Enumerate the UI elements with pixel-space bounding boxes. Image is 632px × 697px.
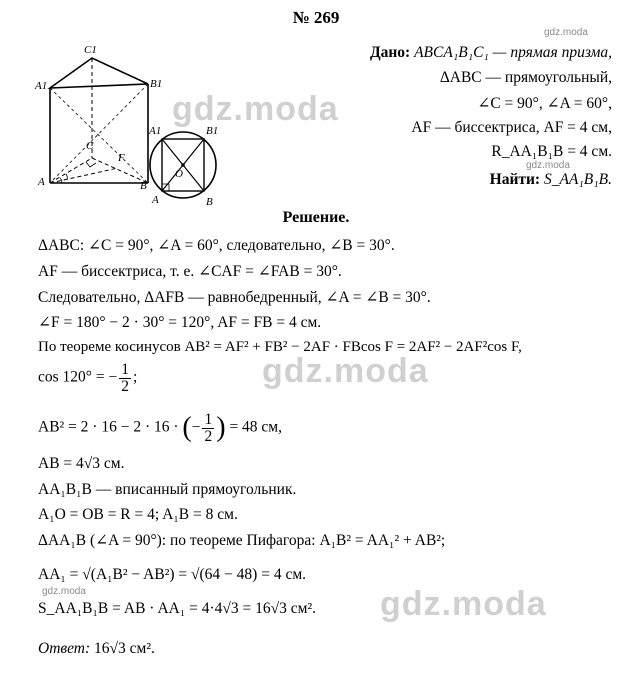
problem-number: № 269 <box>292 8 340 27</box>
solution-line-5: По теореме косинусов AB² = AF² + FB² − 2AF · FBcos F = 2AF² − 2AF²cos F, <box>38 339 522 355</box>
fraction-denominator: 2 <box>204 427 213 445</box>
solution-line-6 <box>38 362 137 394</box>
ab-sq-rhs: = 48 см, <box>229 418 282 436</box>
minus-sign: − <box>191 418 201 436</box>
fraction-numerator: 1 <box>121 361 129 378</box>
find-text: S_AA₁B₁B. <box>543 171 612 188</box>
solution-line-10: A₁O = OB = R = 4; A₁B = 8 см. <box>38 506 238 523</box>
circle-label-a: A <box>152 194 159 206</box>
label-c1: C1 <box>84 44 97 56</box>
fraction-denominator: 2 <box>121 377 129 395</box>
label-a: A <box>38 176 45 188</box>
circle-label-b: B <box>206 196 213 208</box>
watermark-small: gdz.moda <box>544 27 588 38</box>
circle-label-a1: A1 <box>149 125 162 137</box>
circle-label-o: O <box>175 168 183 180</box>
label-f: F <box>118 152 125 164</box>
solution-line-11: ΔAA₁B (∠A = 90°): по теореме Пифагора: A₁B² = AA₁² + AB²; <box>38 532 446 549</box>
cos-lhs: cos 120° = − <box>38 368 118 386</box>
label-c: C <box>86 140 94 152</box>
watermark-small: gdz.moda <box>526 160 570 171</box>
given-line-5: R_AA₁B₁B = 4 см. <box>491 143 612 160</box>
solution-line-9: AA₁B₁B — вписанный прямоугольник. <box>38 481 297 498</box>
solution-line-12: AA₁ = √(A₁B² − AB²) = √(64 − 48) = 4 см. <box>38 566 307 583</box>
given-line-2: ΔABC — прямоугольный, <box>439 69 612 86</box>
find-label: Найти: <box>489 171 541 188</box>
answer-line <box>38 640 155 658</box>
given-line-1 <box>370 44 612 62</box>
solution-line-1: ΔABC: ∠C = 90°, ∠A = 60°, следовательно, ∠B = 30°. <box>38 237 395 254</box>
label-b1: B1 <box>150 78 163 90</box>
given-line-3: ∠C = 90°, ∠A = 60°, <box>477 95 612 112</box>
solution-line-2: AF — биссектриса, т. е. ∠CAF = ∠FAB = 30°. <box>38 263 342 280</box>
answer-label: Ответ: <box>38 640 91 657</box>
watermark-big: gdz.moda <box>380 585 547 623</box>
given-label: Дано: <box>369 44 411 61</box>
answer-value: 16√3 см². <box>94 640 155 657</box>
fraction <box>202 412 214 444</box>
solution-line-13: S_AA₁B₁B = AB · AA₁ = 4·4√3 = 16√3 см². <box>38 600 317 617</box>
solution-heading: Решение. <box>282 209 350 226</box>
watermark-small: gdz.moda <box>42 586 86 597</box>
circle-label-b1: B1 <box>206 125 219 137</box>
label-a1: A1 <box>35 80 48 92</box>
fraction <box>119 362 131 394</box>
ab-sq-lhs: AB² = 2 · 16 − 2 · 16 · <box>38 418 179 436</box>
given-line-4: AF — биссектриса, AF = 4 см, <box>411 119 612 136</box>
find-line <box>490 171 612 189</box>
semicolon: ; <box>132 368 138 386</box>
solution-line-8: AB = 4√3 см. <box>38 455 125 472</box>
label-b: B <box>140 180 147 192</box>
solution-line-3: Следовательно, ΔAFB — равнобедренный, ∠A = ∠B = 30°. <box>38 289 431 306</box>
fraction-numerator: 1 <box>204 411 213 428</box>
solution-line-7: AB² = 2 · 16 − 2 · 16 · (− $\frac{1}{2}$ ) = 48 см, <box>38 411 282 445</box>
solution-line-4: ∠F = 180° − 2 · 30° = 120°, AF = FB = 4 см. <box>38 314 322 331</box>
given-text: ABCA₁B₁C₁ — прямая призма, <box>414 44 612 61</box>
watermark-big: gdz.moda <box>262 352 429 390</box>
watermark-big: gdz.moda <box>172 90 339 128</box>
